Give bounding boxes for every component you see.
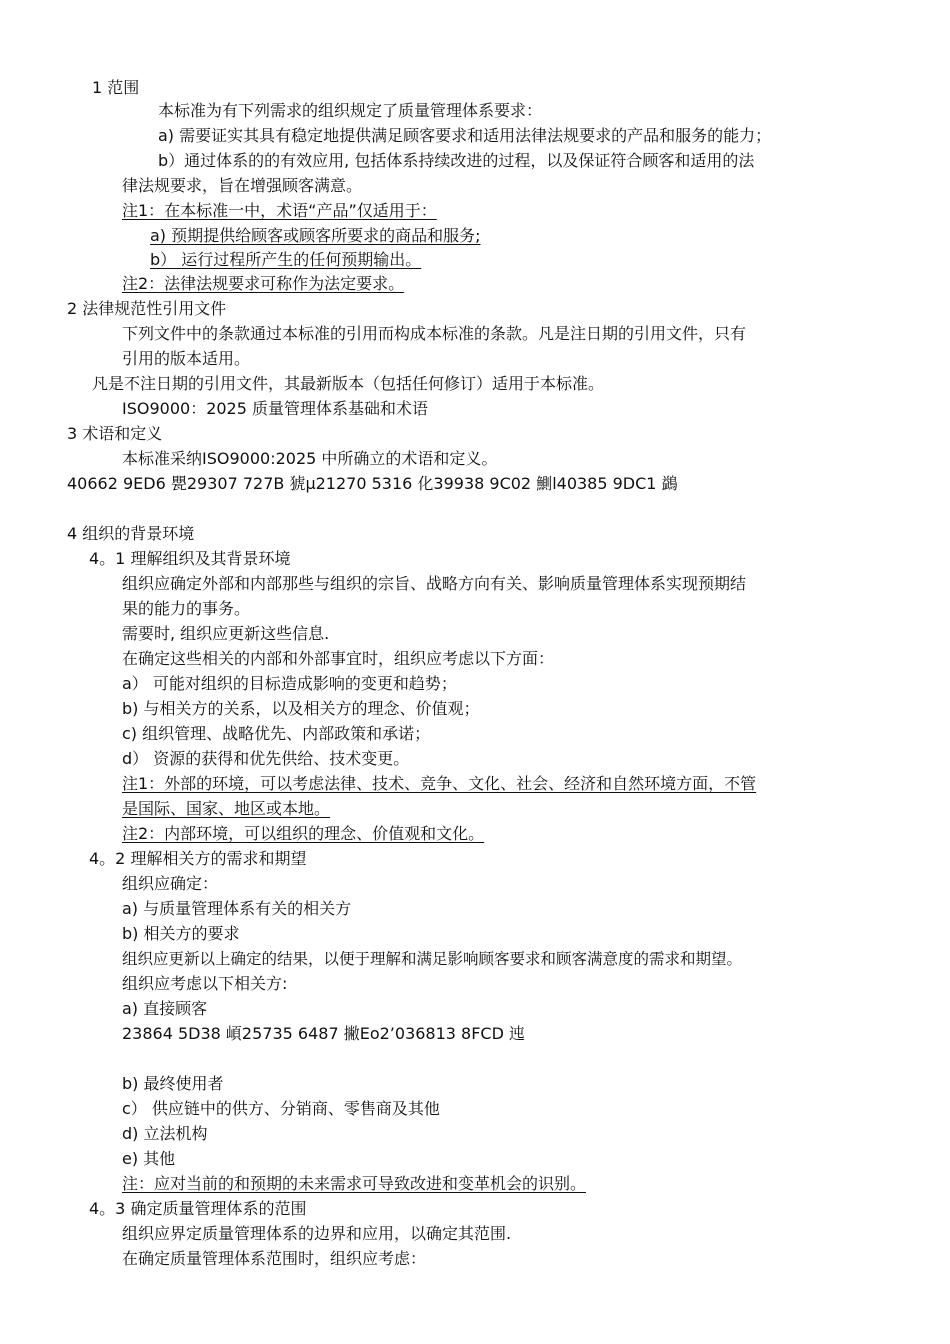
section-4-2-item-a: a) 与质量管理体系有关的相关方 [122, 899, 352, 918]
section-1-note-1: 注1：在本标准一中，术语“产品”仅适用于： [122, 201, 437, 220]
section-1-item-a: a) 需要证实其具有稳定地提供满足顾客要求和适用法律法规要求的产品和服务的能力； [158, 126, 772, 145]
section-4-2-para-2: 组织应更新以上确定的结果，以便于理解和满足影响顾客要求和顾客满意度的需求和期望。 [122, 950, 743, 968]
section-4-1-note-2: 注2：内部环境，可以组织的理念、价值观和文化。 [122, 824, 485, 843]
section-4-1-para-3: 在确定这些相关的内部和外部事宜时，组织应考虑以下方面： [122, 649, 555, 668]
section-1-intro: 本标准为有下列需求的组织规定了质量管理体系要求： [158, 101, 543, 120]
section-4-2-item-b: b) 相关方的要求 [122, 924, 240, 943]
section-4-heading: 4 组织的背景环境 [67, 524, 195, 543]
section-4-2-party-d: d) 立法机构 [122, 1124, 208, 1143]
section-2-para-2: 凡是不注日期的引用文件，其最新版本（包括任何修订）适用于本标准。 [92, 374, 605, 393]
section-4-1-item-c: c) 组织管理、战略优先、内部政策和承诺； [122, 724, 431, 743]
section-2-para-1: 下列文件中的条款通过本标准的引用而构成本标准的条款。凡是注日期的引用文件，只有 [122, 324, 747, 343]
section-1-note-1-b: b） 运行过程所产生的任何预期输出。 [150, 250, 422, 269]
section-4-2-party-b: b) 最终使用者 [122, 1074, 224, 1093]
section-4-2-heading: 4。2 理解相关方的需求和期望 [89, 849, 307, 868]
section-4-1-para-1-cont: 果的能力的事务。 [122, 599, 251, 618]
section-1-note-2: 注2：法律法规要求可称作为法定要求。 [122, 274, 405, 293]
section-4-1-item-a: a） 可能对组织的目标造成影响的变更和趋势； [122, 674, 457, 693]
section-4-2-para-1: 组织应确定： [122, 874, 219, 893]
garbled-code-line-2: 23864 5D38 崸25735 6487 撇Eo2’036813 8FCD 迍 [122, 1024, 526, 1043]
section-4-1-para-1: 组织应确定外部和内部那些与组织的宗旨、战略方向有关、影响质量管理体系实现预期结 [122, 574, 747, 593]
section-1-note-1-a: a) 预期提供给顾客或顾客所要求的商品和服务; [150, 226, 481, 245]
section-2-reference: ISO9000：2025 质量管理体系基础和术语 [122, 399, 428, 418]
section-4-2-party-e: e) 其他 [122, 1149, 176, 1168]
section-4-1-para-2: 需要时, 组织应更新这些信息. [122, 624, 330, 643]
section-4-2-party-c: c） 供应链中的供方、分销商、零售商及其他 [122, 1099, 440, 1118]
section-4-3-para-1: 组织应界定质量管理体系的边界和应用，以确定其范围. [122, 1224, 512, 1243]
section-1-item-b-cont: 律法规要求，旨在增强顾客满意。 [122, 176, 363, 195]
section-4-1-heading: 4。1 理解组织及其背景环境 [89, 549, 291, 568]
section-4-1-item-b: b) 与相关方的关系，以及相关方的理念、价值观； [122, 699, 480, 718]
section-4-3-para-2: 在确定质量管理体系范围时，组织应考虑： [122, 1249, 427, 1268]
garbled-code-line-1: 40662 9ED6 甖29307 727B 猇µ21270 5316 化39938 9C02 鰂l40385 9DC1 鷁 [67, 474, 678, 493]
section-4-3-heading: 4。3 确定质量管理体系的范围 [89, 1199, 307, 1218]
section-1-item-b: b）通过体系的的有效应用, 包括体系持续改进的过程，以及保证符合顾客和适用的法 [158, 151, 755, 170]
section-4-2-party-a: a) 直接顾客 [122, 999, 208, 1018]
section-4-1-note-1: 注1：外部的环境，可以考虑法律、技术、竞争、文化、社会、经济和自然环境方面，不管 [122, 774, 757, 793]
section-3-heading: 3 术语和定义 [67, 424, 163, 443]
section-3-para: 本标准采纳ISO9000:2025 中所确立的术语和定义。 [122, 449, 498, 468]
section-1-heading: 1 范围 [92, 78, 140, 97]
section-4-1-note-1-cont: 是国际、国家、地区或本地。 [122, 799, 331, 818]
section-4-1-item-d: d） 资源的获得和优先供给、技术变更。 [122, 749, 410, 768]
section-4-2-para-3: 组织应考虑以下相关方: [122, 974, 288, 993]
section-2-para-1-cont: 引用的版本适用。 [122, 349, 251, 368]
section-2-heading: 2 法律规范性引用文件 [67, 299, 227, 318]
section-4-2-note: 注：应对当前的和预期的未来需求可导致改进和变革机会的识别。 [122, 1174, 587, 1193]
